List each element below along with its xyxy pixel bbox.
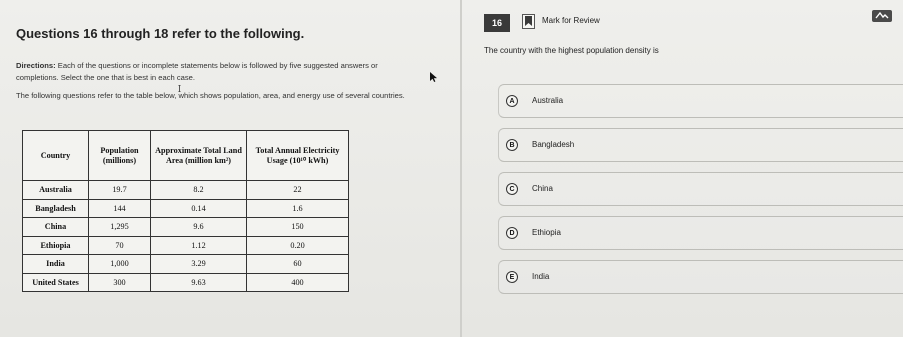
header-population: Population (millions) [89, 131, 151, 181]
option-label-e: India [532, 272, 550, 281]
answer-option-a[interactable] [498, 84, 903, 118]
header-area: Approximate Total Land Area (million km²) [151, 131, 247, 181]
answer-option-b[interactable] [498, 128, 903, 162]
table-row [23, 255, 349, 274]
country-data-table [22, 130, 349, 292]
question-number-badge: 16 [484, 14, 510, 32]
mouse-pointer-icon [430, 72, 438, 82]
bookmark-icon[interactable] [522, 14, 535, 29]
option-label-c: China [532, 184, 553, 193]
mark-for-review-button[interactable]: Mark for Review [542, 16, 600, 25]
passage-heading: Questions 16 through 18 refer to the following. [16, 26, 305, 41]
table-row [23, 273, 349, 292]
table-row [23, 181, 349, 200]
cell-area: 3.29 [151, 255, 247, 274]
option-label-b: Bangladesh [532, 140, 575, 149]
answer-option-c[interactable] [498, 172, 903, 206]
option-label-d: Ethiopia [532, 228, 561, 237]
calculator-icon[interactable] [872, 10, 892, 22]
cell-area: 8.2 [151, 181, 247, 200]
table-row [23, 236, 349, 255]
text-cursor-icon [178, 85, 181, 92]
cell-electricity: 150 [247, 218, 349, 237]
directions-body: Each of the questions or incomplete statements below is followed by five suggested answers or completions. Select the one that is best in each case. [16, 61, 378, 82]
option-letter-b: B [506, 139, 518, 151]
cell-population: 70 [89, 236, 151, 255]
cell-country: Australia [23, 181, 89, 200]
option-label-a: Australia [532, 96, 564, 105]
answer-option-d[interactable] [498, 216, 903, 250]
cell-country: Bangladesh [23, 199, 89, 218]
cell-area: 9.63 [151, 273, 247, 292]
option-letter-e: E [506, 271, 518, 283]
table-row [23, 199, 349, 218]
cell-population: 300 [89, 273, 151, 292]
cell-electricity: 60 [247, 255, 349, 274]
table-intro: The following questions refer to the table below, which shows population, area, and energy use of several countries. [16, 91, 405, 100]
cell-population: 19.7 [89, 181, 151, 200]
cell-area: 9.6 [151, 218, 247, 237]
cell-electricity: 0.20 [247, 236, 349, 255]
cell-area: 0.14 [151, 199, 247, 218]
option-letter-d: D [506, 227, 518, 239]
cell-country: Ethiopia [23, 236, 89, 255]
cell-country: China [23, 218, 89, 237]
cell-country: India [23, 255, 89, 274]
cell-electricity: 22 [247, 181, 349, 200]
option-letter-a: A [506, 95, 518, 107]
directions-text [16, 60, 416, 84]
answer-option-e[interactable] [498, 260, 903, 294]
header-electricity: Total Annual Electricity Usage (10¹⁰ kWh) [247, 131, 349, 181]
table-header-row [23, 131, 349, 181]
cell-area: 1.12 [151, 236, 247, 255]
question-stem: The country with the highest population density is [484, 46, 659, 55]
cell-population: 144 [89, 199, 151, 218]
option-letter-c: C [506, 183, 518, 195]
cell-electricity: 1.6 [247, 199, 349, 218]
cell-electricity: 400 [247, 273, 349, 292]
header-country: Country [23, 131, 89, 181]
cell-population: 1,000 [89, 255, 151, 274]
table-row [23, 218, 349, 237]
directions-label: Directions: [16, 61, 56, 70]
cell-population: 1,295 [89, 218, 151, 237]
cell-country: United States [23, 273, 89, 292]
